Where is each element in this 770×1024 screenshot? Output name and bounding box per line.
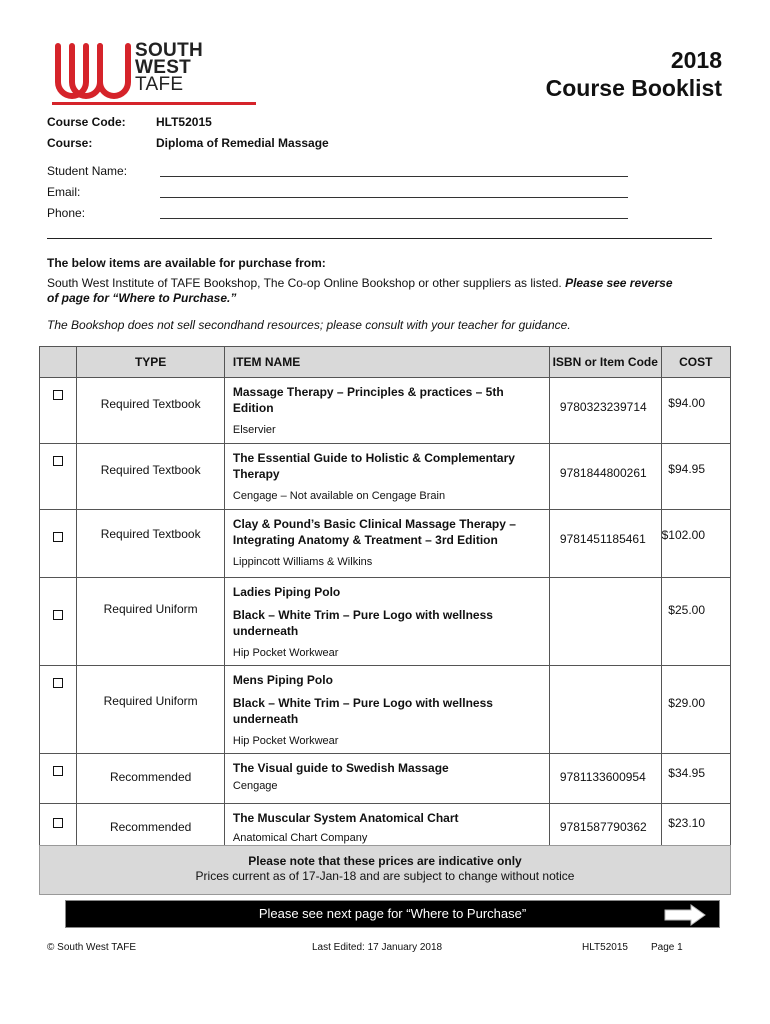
footer-course-code: HLT52015 <box>582 942 628 953</box>
phone-field[interactable] <box>160 218 628 219</box>
purchase-info-emphasis-2: of page for “Where to Purchase.” <box>47 291 237 305</box>
row-item-name: Mens Piping Polo <box>232 673 333 687</box>
arrow-right-icon <box>663 904 707 926</box>
header-type: TYPE <box>77 347 225 378</box>
course-code-value: HLT52015 <box>156 115 212 129</box>
header-isbn: ISBN or Item Code <box>549 347 661 378</box>
row-cost: $94.95 <box>661 444 730 510</box>
table-row <box>40 510 731 578</box>
row-item-name: The Essential Guide to Holistic & Complementary Therapy <box>232 451 515 481</box>
row-type: Required Textbook <box>77 510 225 578</box>
purchase-info <box>47 276 727 306</box>
purchase-heading: The below items are available for purchase from: <box>47 256 326 270</box>
checkbox[interactable] <box>53 610 63 620</box>
next-page-banner <box>65 900 720 928</box>
checkbox[interactable] <box>53 766 63 776</box>
page-title <box>546 46 722 102</box>
checkbox[interactable] <box>53 818 63 828</box>
row-cost: $25.00 <box>661 578 730 666</box>
table-header-row <box>40 347 731 378</box>
booklist-table <box>39 346 731 852</box>
row-type: Required Uniform <box>77 666 225 754</box>
header-item-name: ITEM NAME <box>224 347 549 378</box>
divider <box>47 238 712 239</box>
email-label: Email: <box>47 185 81 199</box>
purchase-info-text: South West Institute of TAFE Bookshop, The Co-op Online Bookshop or other suppliers as listed. <box>47 276 562 290</box>
logo-line-west: WEST <box>135 57 192 78</box>
row-checkbox-cell <box>40 754 77 804</box>
purchase-info-emphasis: Please see reverse <box>565 276 673 290</box>
row-item-name: Ladies Piping Polo <box>232 585 341 599</box>
email-field[interactable] <box>160 197 628 198</box>
student-name-field[interactable] <box>160 176 628 177</box>
row-checkbox-cell <box>40 378 77 444</box>
row-type: Recommended <box>77 754 225 804</box>
price-note-heading: Please note that these prices are indicative only <box>248 854 522 868</box>
row-item-name: The Visual guide to Swedish Massage <box>232 761 449 775</box>
row-item-subname: Black – White Trim – Pure Logo with wellness underneath <box>232 608 493 638</box>
row-item-name-cell <box>224 444 549 510</box>
row-publisher: Lippincott Williams & Wilkins <box>232 556 373 568</box>
row-isbn <box>549 666 661 754</box>
course-value: Diploma of Remedial Massage <box>156 136 329 150</box>
logo-underline <box>52 102 256 105</box>
table-row <box>40 378 731 444</box>
row-publisher: Cengage <box>232 780 278 792</box>
row-cost: $94.00 <box>661 378 730 444</box>
checkbox[interactable] <box>53 678 63 688</box>
row-cost: $34.95 <box>661 754 730 804</box>
checkbox[interactable] <box>53 532 63 542</box>
row-checkbox-cell <box>40 510 77 578</box>
row-item-name-cell <box>224 754 549 804</box>
row-cost: $29.00 <box>661 666 730 754</box>
row-type: Required Uniform <box>77 578 225 666</box>
table-row <box>40 578 731 666</box>
logo-line-tafe: TAFE <box>135 74 184 95</box>
phone-label: Phone: <box>47 206 86 220</box>
table-row <box>40 444 731 510</box>
logo-wordmark <box>135 42 203 93</box>
row-publisher: Elservier <box>232 424 276 436</box>
table-row <box>40 754 731 804</box>
table-row <box>40 666 731 754</box>
next-page-banner-text: Please see next page for “Where to Purchase” <box>258 906 527 921</box>
student-name-label: Student Name: <box>47 164 128 178</box>
price-note <box>39 845 731 895</box>
row-isbn: 9781451185461 <box>549 510 661 578</box>
checkbox[interactable] <box>53 390 63 400</box>
header-checkbox-col <box>40 347 77 378</box>
row-item-name: Clay & Pound’s Basic Clinical Massage Therapy – Integrating Anatomy & Treatment – 3rd Edition <box>232 517 516 547</box>
price-note-detail: Prices current as of 17-Jan-18 and are subject to change without notice <box>195 869 575 883</box>
course-code-label: Course Code: <box>47 115 126 129</box>
row-cost: $102.00 <box>661 510 730 578</box>
row-item-name-cell <box>224 578 549 666</box>
row-isbn <box>549 578 661 666</box>
checkbox[interactable] <box>53 456 63 466</box>
row-checkbox-cell <box>40 444 77 510</box>
row-isbn: 9780323239714 <box>549 378 661 444</box>
logo-line-south: SOUTH <box>135 40 203 61</box>
row-publisher: Anatomical Chart Company <box>232 832 368 844</box>
row-isbn: 9781133600954 <box>549 754 661 804</box>
row-publisher: Hip Pocket Workwear <box>232 735 339 747</box>
footer-copyright: © South West TAFE <box>47 942 137 953</box>
row-checkbox-cell <box>40 578 77 666</box>
secondhand-note: The Bookshop does not sell secondhand resources; please consult with your teacher for guidance. <box>47 318 571 332</box>
row-item-name-cell <box>224 378 549 444</box>
course-label: Course: <box>47 136 93 150</box>
row-isbn: 9781844800261 <box>549 444 661 510</box>
footer-last-edited: Last Edited: 17 January 2018 <box>312 942 443 953</box>
row-publisher: Cengage – Not available on Cengage Brain <box>232 490 446 502</box>
row-type: Required Textbook <box>77 378 225 444</box>
row-item-name: Massage Therapy – Principles & practices – 5th Edition <box>232 385 504 415</box>
row-type: Required Textbook <box>77 444 225 510</box>
footer-page-number: Page 1 <box>651 942 683 953</box>
row-item-name-cell <box>224 666 549 754</box>
header-cost: COST <box>661 347 730 378</box>
row-item-name: The Muscular System Anatomical Chart <box>232 811 459 825</box>
row-isbn: 9781587790362 <box>549 804 661 852</box>
row-checkbox-cell <box>40 666 77 754</box>
title-year: 2018 <box>670 47 722 73</box>
row-cost: $23.10 <box>661 804 730 852</box>
title-text: Course Booklist <box>545 75 722 101</box>
row-type: Recommended <box>77 804 225 852</box>
row-item-name-cell <box>224 510 549 578</box>
row-item-subname: Black – White Trim – Pure Logo with wellness underneath <box>232 696 493 726</box>
row-publisher: Hip Pocket Workwear <box>232 647 339 659</box>
